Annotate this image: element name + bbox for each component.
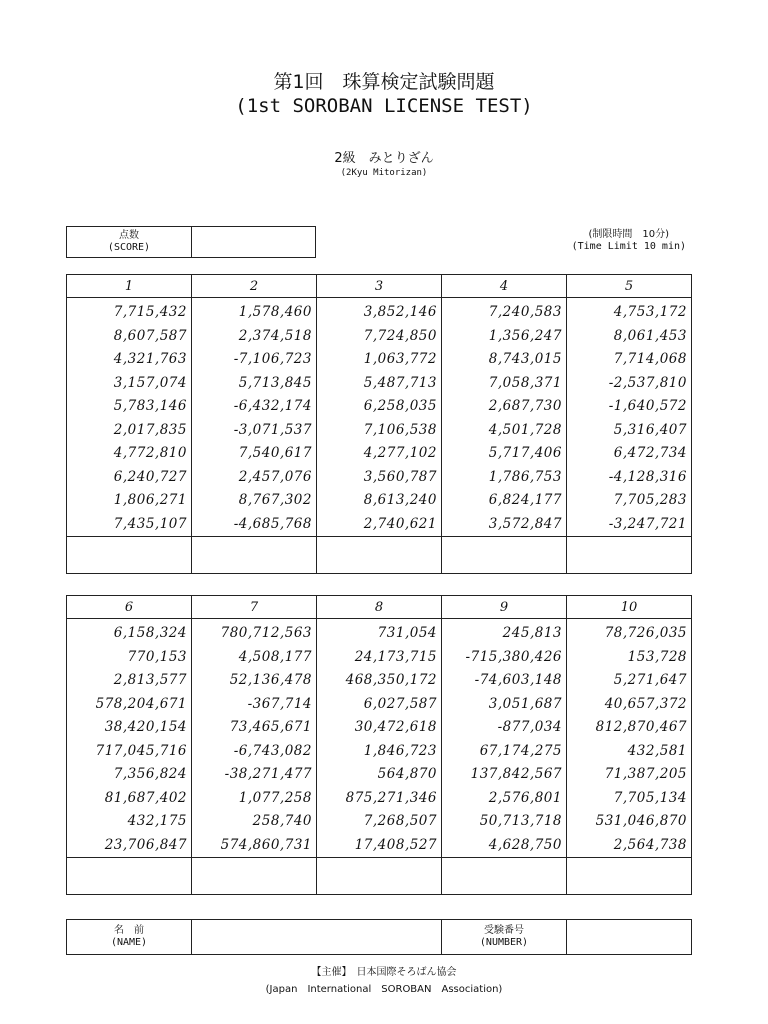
problem-value: 2,576,801: [488, 789, 562, 806]
name-label-en: (NAME): [110, 937, 148, 948]
problem-value: 153,728: [627, 648, 687, 665]
problem-value: 7,058,371: [488, 374, 562, 391]
problem-value: 6,258,035: [363, 398, 437, 414]
problem-value: -74,603,148: [474, 672, 562, 688]
problem-value: 24,173,715: [354, 648, 437, 665]
answer-field[interactable]: [67, 537, 192, 574]
problem-value: 4,277,102: [363, 445, 437, 461]
problem-column: [192, 619, 317, 858]
problem-value: 245,813: [502, 625, 562, 641]
answer-row: [67, 537, 692, 574]
problem-value: 2,457,076: [238, 468, 312, 485]
problem-header-row: [67, 596, 692, 619]
problem-value: 1,846,723: [363, 742, 437, 759]
answer-field[interactable]: [67, 858, 192, 895]
problem-value: 574,860,731: [220, 836, 312, 853]
problem-value: -3,071,537: [233, 421, 312, 438]
problem-value: 6,158,324: [113, 625, 187, 641]
problem-value: 6,824,177: [488, 492, 562, 508]
problem-value: 7,724,850: [363, 327, 437, 344]
number-label-en: (NUMBER): [479, 937, 529, 948]
problem-value: 731,054: [377, 625, 437, 641]
problem-value: 6,240,727: [113, 468, 187, 485]
problem-value: 1,077,258: [238, 789, 312, 806]
problem-number: 5: [567, 275, 692, 298]
problem-column: [567, 619, 692, 858]
problem-column: [317, 298, 442, 537]
problem-value: -877,034: [497, 719, 562, 735]
problem-value: 7,714,068: [613, 351, 687, 367]
problem-value: -7,106,723: [233, 351, 312, 367]
answer-field[interactable]: [317, 858, 442, 895]
problem-value: 578,204,671: [95, 695, 187, 712]
answer-field[interactable]: [192, 537, 317, 574]
problem-value: 6,027,587: [363, 695, 437, 712]
problem-value: 1,806,271: [113, 492, 187, 508]
problem-value: 3,157,074: [113, 374, 187, 391]
problem-value: 2,374,518: [238, 327, 312, 344]
problem-value: 5,271,647: [613, 672, 687, 688]
problem-value: 7,540,617: [238, 445, 312, 461]
organizer-en: (Japan International SOROBAN Association): [265, 984, 503, 995]
problem-table-2: [66, 595, 692, 895]
problem-number: 1: [67, 275, 192, 298]
problem-value: 137,842,567: [470, 766, 562, 782]
problem-value: 2,564,738: [613, 836, 687, 853]
problem-column: [67, 619, 192, 858]
problem-value: 2,813,577: [113, 672, 187, 688]
problem-value: 30,472,618: [354, 719, 437, 735]
page-title: [0, 70, 768, 118]
problem-value: 8,607,587: [113, 327, 187, 344]
problem-value: 1,578,460: [238, 304, 312, 320]
problem-value: -2,537,810: [608, 374, 687, 391]
time-limit-jp: (制限時間 10分): [588, 229, 670, 240]
title-jp: 第1回 珠算検定試験問題: [273, 71, 495, 93]
title-en: (1st SOROBAN LICENSE TEST): [235, 95, 533, 117]
problem-value: 5,316,407: [613, 421, 687, 438]
name-field[interactable]: [192, 920, 442, 955]
problem-value: 3,852,146: [363, 304, 437, 320]
answer-field[interactable]: [567, 858, 692, 895]
grade-jp: 2級 みとりざん: [334, 151, 434, 166]
organizer: 【主催】 日本国際そろばん協会: [311, 967, 457, 978]
problem-value: -6,743,082: [233, 742, 312, 759]
problem-value: 52,136,478: [229, 672, 312, 688]
problem-value: 81,687,402: [104, 789, 187, 806]
problem-value: 3,560,787: [363, 468, 437, 485]
problem-value: 78,726,035: [604, 625, 687, 641]
score-table: [66, 226, 316, 258]
problem-value: -715,380,426: [465, 648, 562, 665]
time-limit-en: (Time Limit 10 min): [571, 241, 686, 252]
problem-value: 468,350,172: [345, 672, 437, 688]
score-label-en: (SCORE): [107, 242, 151, 253]
problem-value: 5,783,146: [113, 398, 187, 414]
answer-field[interactable]: [442, 858, 567, 895]
problem-value: 780,712,563: [220, 625, 312, 641]
problem-value: 7,705,134: [613, 789, 687, 806]
problem-value: 5,487,713: [363, 374, 437, 391]
problem-value: 4,501,728: [488, 421, 562, 438]
name-label-jp: 名 前: [114, 925, 144, 936]
problem-value: 7,240,583: [488, 304, 562, 320]
problem-value: -367,714: [247, 695, 312, 712]
problem-value: 4,321,763: [113, 351, 187, 367]
problem-value: 17,408,527: [354, 836, 437, 853]
name-label: [67, 920, 192, 955]
problem-value: -1,640,572: [608, 398, 687, 414]
problem-value: 258,740: [252, 813, 312, 829]
problem-value: 7,356,824: [113, 766, 187, 782]
problem-value: 812,870,467: [595, 719, 687, 735]
problem-value: 23,706,847: [104, 836, 187, 853]
problem-number: 3: [317, 275, 442, 298]
problem-value: 8,743,015: [488, 351, 562, 367]
problem-value: 4,772,810: [113, 445, 187, 461]
problem-value: 5,717,406: [488, 445, 562, 461]
problem-value: 6,472,734: [613, 445, 687, 461]
problem-value: 50,713,718: [479, 813, 562, 829]
problem-value: 770,153: [127, 648, 187, 665]
problem-column: [442, 619, 567, 858]
problem-value: 8,613,240: [363, 492, 437, 508]
problem-value: 71,387,205: [604, 766, 687, 782]
answer-field[interactable]: [442, 537, 567, 574]
problem-number: 2: [192, 275, 317, 298]
problem-number: 10: [567, 596, 692, 619]
problem-value: 4,508,177: [238, 648, 312, 665]
answer-row: [67, 858, 692, 895]
problem-value: 2,687,730: [488, 398, 562, 414]
problem-number: 8: [317, 596, 442, 619]
score-label-jp: 点数: [119, 230, 139, 241]
problem-value: 564,870: [377, 766, 437, 782]
answer-field[interactable]: [567, 537, 692, 574]
problem-header-row: [67, 275, 692, 298]
problem-value: 7,435,107: [113, 515, 187, 532]
problem-value: -38,271,477: [224, 766, 312, 782]
score-field[interactable]: [192, 227, 316, 258]
problem-value: 432,175: [127, 813, 187, 829]
problem-value: 40,657,372: [604, 695, 687, 712]
problem-value: 432,581: [627, 742, 687, 759]
problem-number: 7: [192, 596, 317, 619]
problem-value: 7,106,538: [363, 421, 437, 438]
problem-column: [567, 298, 692, 537]
problem-column: [442, 298, 567, 537]
problem-table-1: [66, 274, 692, 574]
problem-value: 3,572,847: [488, 515, 562, 532]
problem-number: 9: [442, 596, 567, 619]
problem-value: 1,786,753: [488, 468, 562, 485]
problem-value: 4,628,750: [488, 836, 562, 853]
answer-field[interactable]: [192, 858, 317, 895]
problem-value: 8,767,302: [238, 492, 312, 508]
problem-value: 8,061,453: [613, 327, 687, 344]
problem-column: [317, 619, 442, 858]
problem-value: 2,740,621: [363, 515, 437, 532]
score-label: [67, 227, 192, 258]
problem-value: -6,432,174: [233, 398, 312, 414]
problem-value: 7,268,507: [363, 813, 437, 829]
number-field[interactable]: [567, 920, 692, 955]
problem-value: 875,271,346: [345, 789, 437, 806]
problem-value: 38,420,154: [104, 719, 187, 735]
number-label: [442, 920, 567, 955]
problem-value: 3,051,687: [488, 695, 562, 712]
number-label-jp: 受験番号: [484, 925, 524, 936]
problem-numbers-row: [67, 619, 692, 858]
problem-number: 4: [442, 275, 567, 298]
grade-heading: [0, 150, 768, 179]
problem-value: 7,705,283: [613, 492, 687, 508]
problem-value: 717,045,716: [95, 742, 187, 759]
problem-column: [192, 298, 317, 537]
problem-column: [67, 298, 192, 537]
problem-value: 1,063,772: [363, 351, 437, 367]
problem-value: 4,753,172: [613, 304, 687, 320]
problem-value: 73,465,671: [229, 719, 312, 735]
grade-en: (2Kyu Mitorizan): [340, 168, 428, 178]
problem-value: 1,356,247: [488, 327, 562, 344]
time-limit: [572, 229, 686, 253]
problem-value: 7,715,432: [113, 304, 187, 320]
problem-number: 6: [67, 596, 192, 619]
problem-value: 5,713,845: [238, 374, 312, 391]
problem-value: -4,128,316: [608, 468, 687, 485]
problem-value: -3,247,721: [608, 515, 687, 532]
name-number-table: [66, 919, 692, 955]
problem-value: -4,685,768: [233, 515, 312, 532]
problem-value: 2,017,835: [113, 421, 187, 438]
answer-field[interactable]: [317, 537, 442, 574]
problem-value: 531,046,870: [595, 813, 687, 829]
problem-value: 67,174,275: [479, 742, 562, 759]
problem-numbers-row: [67, 298, 692, 537]
